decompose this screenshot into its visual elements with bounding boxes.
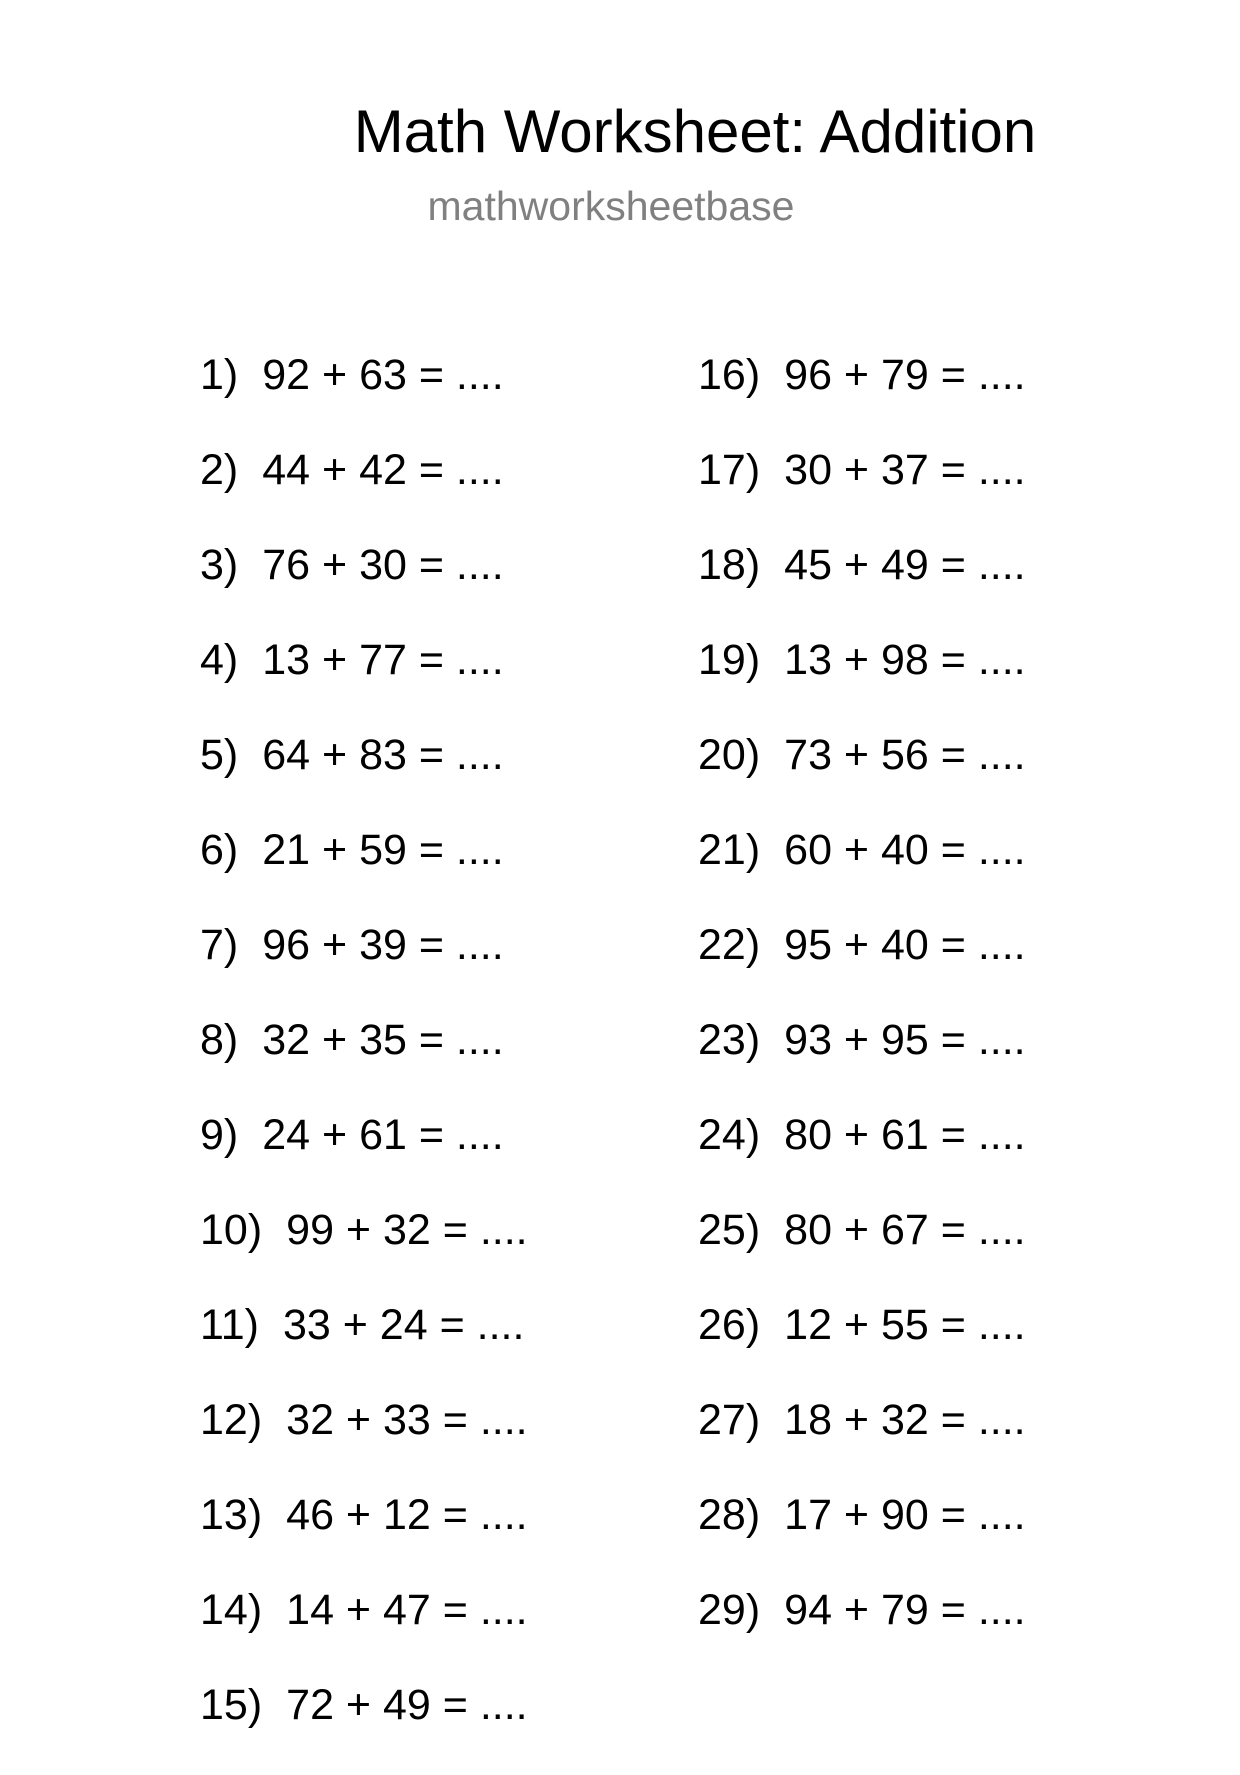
- problem-number: 16): [698, 351, 761, 399]
- problem-expression: 45 + 49 = ....: [784, 541, 1026, 589]
- problem-item: [200, 1015, 528, 1110]
- problem-expression: 21 + 59 = ....: [262, 826, 504, 874]
- problem-number: 3): [200, 541, 239, 589]
- problem-expression: 72 + 49 = ....: [286, 1681, 528, 1729]
- problem-expression: 14 + 47 = ....: [286, 1586, 528, 1634]
- problem-expression: 80 + 61 = ....: [784, 1111, 1026, 1159]
- problem-number: 10): [200, 1206, 263, 1254]
- problem-number: 14): [200, 1586, 263, 1634]
- problem-expression: 18 + 32 = ....: [784, 1396, 1026, 1444]
- problem-item: [200, 1110, 528, 1205]
- problem-item: [698, 635, 1026, 730]
- problem-expression: 33 + 24 = ....: [282, 1301, 525, 1349]
- problem-number: 28): [698, 1491, 761, 1539]
- problem-expression: 99 + 32 = ....: [286, 1206, 528, 1254]
- problem-column-right: [698, 350, 1026, 1680]
- problem-expression: 92 + 63 = ....: [262, 351, 504, 399]
- problem-item: [698, 1300, 1026, 1395]
- problem-item: [200, 1585, 528, 1680]
- problem-expression: 12 + 55 = ....: [784, 1301, 1026, 1349]
- problem-number: 23): [698, 1016, 761, 1064]
- problem-number: 24): [698, 1111, 761, 1159]
- problem-number: 1): [200, 351, 239, 399]
- problem-expression: 32 + 35 = ....: [262, 1016, 504, 1064]
- problem-column-left: [200, 350, 528, 1775]
- worksheet-subtitle: mathworksheetbase: [427, 183, 795, 229]
- problem-item: [200, 1490, 528, 1585]
- problem-number: 21): [698, 826, 761, 874]
- problem-expression: 13 + 77 = ....: [262, 636, 504, 684]
- problem-item: [200, 1680, 528, 1775]
- worksheet-title: Math Worksheet: Addition: [353, 98, 1037, 165]
- problem-item: [200, 1300, 528, 1395]
- problem-expression: 96 + 39 = ....: [262, 921, 504, 969]
- problem-expression: 95 + 40 = ....: [784, 921, 1026, 969]
- problem-item: [200, 350, 528, 445]
- problem-item: [698, 445, 1026, 540]
- problem-number: 8): [200, 1016, 239, 1064]
- problem-item: [200, 445, 528, 540]
- problem-expression: 80 + 67 = ....: [784, 1206, 1026, 1254]
- problem-number: 15): [200, 1681, 263, 1729]
- problem-item: [200, 1205, 528, 1300]
- problem-item: [698, 1490, 1026, 1585]
- problem-number: 19): [698, 636, 761, 684]
- problem-item: [200, 635, 528, 730]
- problem-expression: 60 + 40 = ....: [784, 826, 1026, 874]
- problem-expression: 76 + 30 = ....: [262, 541, 504, 589]
- problem-number: 22): [698, 921, 761, 969]
- problem-number: 2): [200, 446, 239, 494]
- problem-number: 12): [200, 1396, 263, 1444]
- problem-number: 5): [200, 731, 239, 779]
- problem-number: 13): [200, 1491, 263, 1539]
- problem-number: 6): [200, 826, 239, 874]
- problem-item: [200, 1395, 528, 1490]
- problem-number: 26): [698, 1301, 761, 1349]
- problem-expression: 96 + 79 = ....: [784, 351, 1026, 399]
- problem-expression: 24 + 61 = ....: [262, 1111, 504, 1159]
- problem-number: 17): [698, 446, 761, 494]
- problem-number: 11): [200, 1301, 259, 1349]
- problem-number: 18): [698, 541, 761, 589]
- problem-item: [200, 920, 528, 1015]
- problem-expression: 93 + 95 = ....: [784, 1016, 1026, 1064]
- problem-expression: 73 + 56 = ....: [784, 731, 1026, 779]
- problem-expression: 17 + 90 = ....: [784, 1491, 1026, 1539]
- problem-item: [698, 920, 1026, 1015]
- problem-item: [200, 540, 528, 635]
- problem-item: [698, 350, 1026, 445]
- problem-item: [200, 730, 528, 825]
- problem-item: [698, 825, 1026, 920]
- problem-number: 9): [200, 1111, 239, 1159]
- problem-number: 29): [698, 1586, 761, 1634]
- problem-item: [698, 1205, 1026, 1300]
- problem-item: [698, 540, 1026, 635]
- problem-number: 4): [200, 636, 239, 684]
- problem-expression: 44 + 42 = ....: [262, 446, 504, 494]
- problem-expression: 64 + 83 = ....: [262, 731, 504, 779]
- problem-expression: 30 + 37 = ....: [784, 446, 1026, 494]
- problem-expression: 46 + 12 = ....: [286, 1491, 528, 1539]
- problem-number: 27): [698, 1396, 761, 1444]
- problem-item: [200, 825, 528, 920]
- problem-expression: 94 + 79 = ....: [784, 1586, 1026, 1634]
- problem-number: 7): [200, 921, 239, 969]
- problem-item: [698, 1395, 1026, 1490]
- problem-item: [698, 1585, 1026, 1680]
- problem-expression: 32 + 33 = ....: [286, 1396, 528, 1444]
- problem-number: 25): [698, 1206, 761, 1254]
- problem-item: [698, 1015, 1026, 1110]
- problem-number: 20): [698, 731, 761, 779]
- problem-expression: 13 + 98 = ....: [784, 636, 1026, 684]
- problem-item: [698, 1110, 1026, 1205]
- problem-item: [698, 730, 1026, 825]
